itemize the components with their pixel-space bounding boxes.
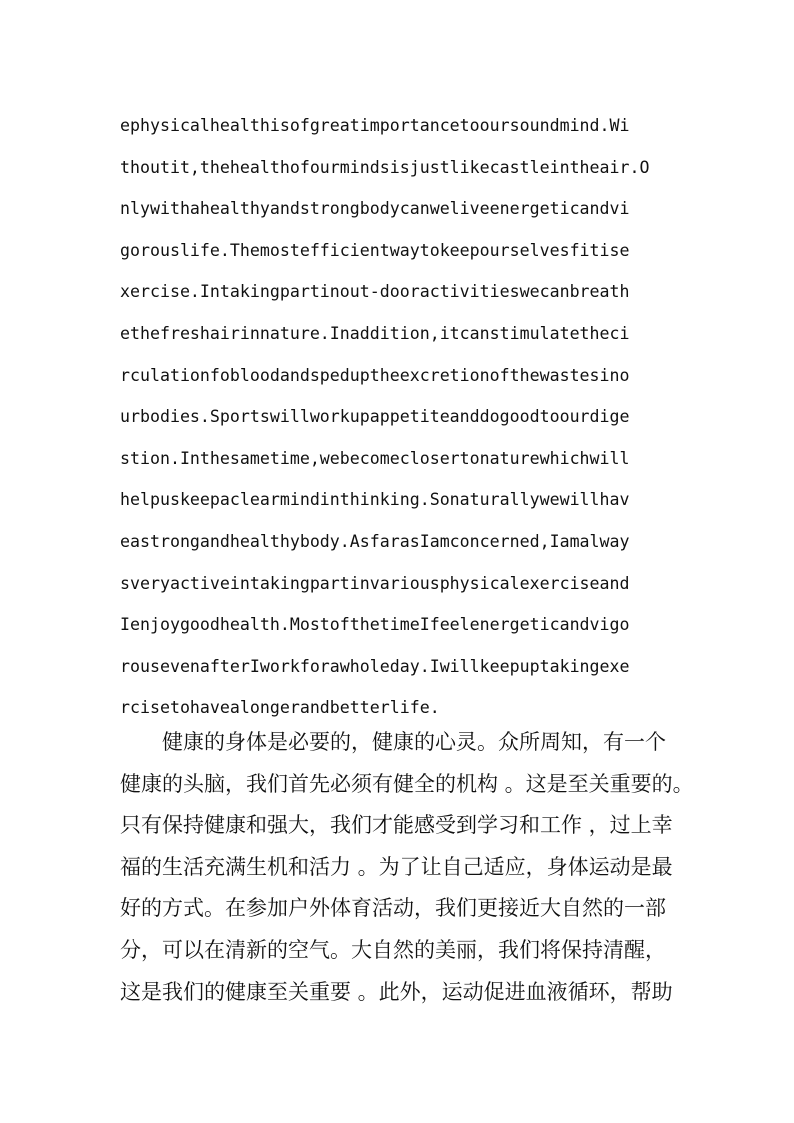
english-line: ephysicalhealthisofgreatimportancetooursoundmind.Wi [120, 116, 630, 135]
chinese-line: 健康的头脑，我们首先必须有健全的机构 。这是至关重要的。 [120, 771, 694, 796]
english-line: gorouslife.Themostefficientwaytokeepourselvesfitise [120, 240, 630, 260]
english-line: xercise.Intakingpartinout-dooractivitieswecanbreath [120, 282, 630, 302]
english-paragraph [120, 105, 680, 729]
english-line: rcisetohavealongerandbetterlife. [120, 698, 440, 718]
english-line: rousevenafterIworkforawholeday.Iwillkeepuptakingexe [120, 656, 630, 676]
english-line: stion.Inthesametime,webecomeclosertonaturewhichwill [120, 448, 630, 468]
english-line: Ienjoygoodhealth.MostofthetimeIfeelenergeticandvigo [120, 615, 630, 635]
chinese-line: 好的方式。在参加户外体育活动，我们更接近大自然的一部 [120, 896, 666, 921]
english-line: sveryactiveintakingpartinvariousphysicalexerciseand [120, 573, 630, 593]
english-line: nlywithahealthyandstrongbodycanweliveenergeticandvi [120, 199, 630, 219]
english-line: thoutit,thehealthofourmindsisjustlikecastleintheair.O [120, 157, 650, 177]
chinese-line: 福的生活充满生机和活力 。为了让自己适应，身体运动是最 [120, 854, 673, 879]
chinese-paragraph [120, 722, 694, 1013]
chinese-line: 健康的身体是必要的，健康的心灵。众所周知，有一个 [162, 730, 666, 754]
chinese-line: 这是我们的健康至关重要 。此外，运动促进血液循环，帮助 [120, 979, 673, 1004]
english-line: urbodies.Sportswillworkupappetiteanddogoodtoourdige [120, 407, 630, 427]
english-line: helpuskeepaclearmindinthinking.Sonaturallywewillhav [120, 490, 630, 510]
english-line: rculationfobloodandspeduptheexcretionofthewastesino [120, 365, 630, 385]
english-line: eastrongandhealthybody.AsfarasIamconcerned,Iamalway [120, 531, 630, 551]
english-line: ethefreshairinnature.Inaddition,itcanstimulatetheci [120, 323, 630, 343]
chinese-line: 只有保持健康和强大，我们才能感受到学习和工作 ，过上幸 [120, 813, 673, 838]
chinese-line: 分，可以在清新的空气。大自然的美丽，我们将保持清醒， [120, 937, 666, 962]
